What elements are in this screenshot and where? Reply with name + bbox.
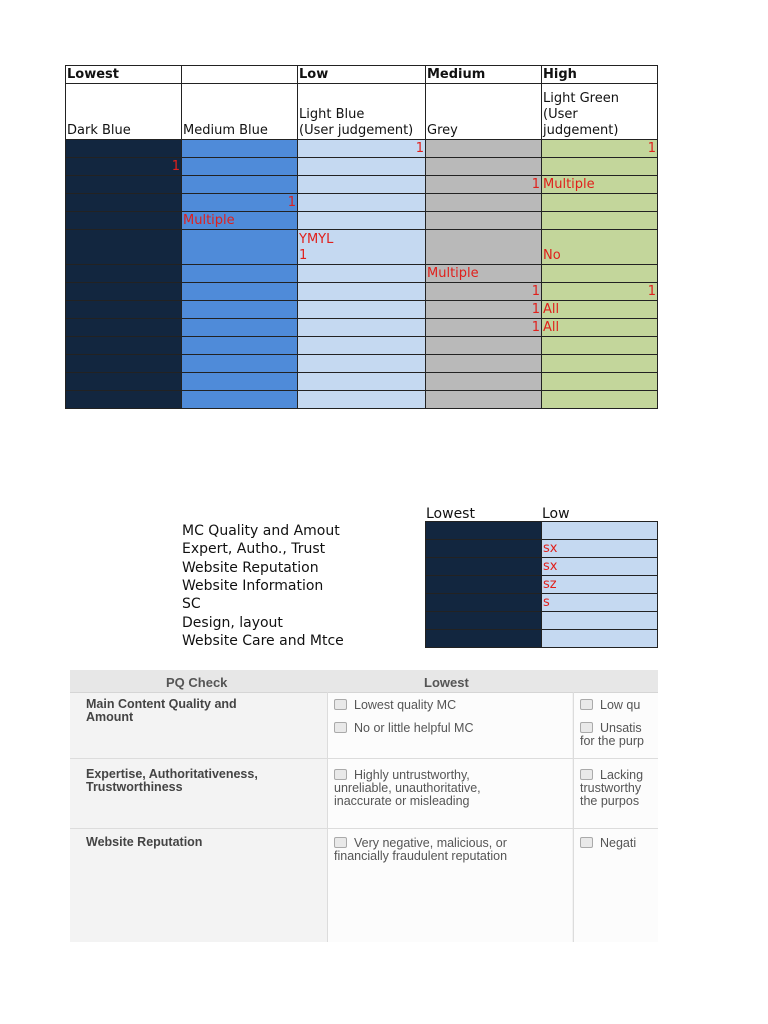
color-cell [298, 391, 426, 409]
color-cell [298, 337, 426, 355]
table-row [66, 337, 658, 355]
color-cell: 1 [542, 283, 658, 301]
color-cell [182, 301, 298, 319]
color-name-cell: Grey [426, 84, 542, 140]
checkbox-icon[interactable] [580, 769, 593, 780]
summary-row [426, 558, 658, 576]
color-cell: Multiple [182, 212, 298, 230]
color-cell: 1 [66, 158, 182, 176]
summary-row [426, 540, 658, 558]
color-cell [542, 265, 658, 283]
header-cell [182, 66, 298, 84]
color-cell [182, 319, 298, 337]
summary-label: Website Information [182, 577, 324, 594]
color-cell [426, 194, 542, 212]
pq-option-text: Lowest quality MC [354, 698, 457, 712]
header-cell: Lowest [66, 66, 182, 84]
table-row [66, 176, 658, 194]
checkbox-icon[interactable] [580, 722, 593, 733]
color-name-cell: Light Blue (User judgement) [298, 84, 426, 140]
color-cell: Multiple [542, 176, 658, 194]
checkbox-icon[interactable] [334, 837, 347, 848]
table-row [66, 194, 658, 212]
table-row [66, 319, 658, 337]
pq-low-option[interactable] [580, 722, 658, 748]
color-cell: 1 [182, 194, 298, 212]
color-cell [182, 373, 298, 391]
summary-lowest-cell [426, 594, 542, 612]
color-cell [426, 230, 542, 265]
summary-row [426, 612, 658, 630]
pq-lowest-option[interactable] [334, 837, 570, 863]
pq-low-option[interactable] [580, 769, 658, 808]
table-row [66, 230, 658, 265]
pq-option-text: Negati [600, 836, 637, 850]
color-cell [182, 265, 298, 283]
pq-option-text: Highly untrustworthy, unreliable, unauthoritative, inaccurate or misleading [334, 768, 481, 808]
pq-option-text: Unsatis for the purp [580, 721, 644, 748]
color-cell [542, 373, 658, 391]
color-cell [66, 355, 182, 373]
color-cell [182, 158, 298, 176]
table-row [66, 212, 658, 230]
table-row [66, 391, 658, 409]
summary-label: Website Care and Mtce [182, 632, 344, 649]
pq-lowest-option[interactable] [334, 769, 570, 808]
color-cell: 1 [426, 319, 542, 337]
pq-row-label: Expertise, Authoritativeness, Trustworthiness [86, 767, 258, 794]
checkbox-icon[interactable] [580, 837, 593, 848]
color-name-cell: Medium Blue [182, 84, 298, 140]
summary-low-cell [542, 630, 658, 648]
color-cell [66, 301, 182, 319]
pq-option-text: Very negative, malicious, or financially fraudulent reputation [334, 836, 508, 863]
color-cell [298, 301, 426, 319]
pq-header-check: PQ Check [166, 675, 228, 690]
color-cell [298, 194, 426, 212]
color-cell: Multiple [426, 265, 542, 283]
color-cell: All [542, 301, 658, 319]
header-cell: Low [298, 66, 426, 84]
color-cell [542, 212, 658, 230]
color-cell [542, 355, 658, 373]
checkbox-icon[interactable] [334, 722, 347, 733]
pq-option-text: No or little helpful MC [354, 721, 474, 735]
summary-label: SC [182, 596, 201, 613]
checkbox-icon[interactable] [334, 769, 347, 780]
color-cell [298, 265, 426, 283]
summary-label: MC Quality and Amout [182, 523, 340, 539]
color-cell [182, 391, 298, 409]
color-cell [426, 355, 542, 373]
summary-low-cell [542, 522, 658, 540]
color-cell [542, 158, 658, 176]
summary-low-cell: sx [542, 540, 658, 558]
pq-row-label: Website Reputation [86, 835, 203, 849]
color-cell: 1 [298, 140, 426, 158]
color-cell: All [542, 319, 658, 337]
color-cell [66, 373, 182, 391]
color-legend-table [65, 65, 658, 409]
table-row [66, 140, 658, 158]
color-cell: 1 [426, 176, 542, 194]
table-row [66, 373, 658, 391]
color-cell [298, 158, 426, 176]
pq-option-text: Low qu [600, 698, 641, 712]
color-cell [426, 158, 542, 176]
color-cell [298, 212, 426, 230]
color-cell [182, 337, 298, 355]
table-row [66, 158, 658, 176]
table-row [66, 283, 658, 301]
summary-lowest-cell [426, 540, 542, 558]
pq-row-label: Main Content Quality and Amount [86, 697, 237, 724]
color-cell [298, 319, 426, 337]
summary-label: Design, layout [182, 614, 283, 631]
summary-header-lowest: Lowest [426, 506, 475, 522]
color-cell [426, 391, 542, 409]
pq-lowest-option[interactable] [334, 699, 570, 712]
color-cell [66, 265, 182, 283]
checkbox-icon[interactable] [334, 699, 347, 710]
summary-low-cell: sz [542, 576, 658, 594]
color-cell [66, 212, 182, 230]
summary-row [426, 594, 658, 612]
summary-lowest-cell [426, 612, 542, 630]
pq-low-option[interactable] [580, 699, 658, 712]
pq-lowest-option[interactable] [334, 722, 570, 735]
color-cell [66, 337, 182, 355]
color-cell [298, 176, 426, 194]
summary-row [426, 576, 658, 594]
pq-check-panel [70, 670, 658, 942]
table-row [66, 301, 658, 319]
summary-table [425, 521, 658, 648]
color-cell [542, 391, 658, 409]
summary-lowest-cell [426, 558, 542, 576]
color-cell [66, 391, 182, 409]
header-cell: High [542, 66, 658, 84]
color-cell: No [542, 230, 658, 265]
color-cell [182, 140, 298, 158]
summary-label: Expert, Autho., Trust [182, 541, 326, 558]
color-cell [542, 337, 658, 355]
table-row [66, 355, 658, 373]
color-cell [182, 283, 298, 301]
color-cell [182, 176, 298, 194]
color-cell [298, 283, 426, 301]
summary-low-cell: s [542, 594, 658, 612]
pq-option-text: Lacking trustworthy the purpos [580, 768, 644, 808]
summary-low-cell: sx [542, 558, 658, 576]
color-cell: YMYL 1 [298, 230, 426, 265]
header-cell: Medium [426, 66, 542, 84]
color-cell: 1 [426, 301, 542, 319]
color-cell [66, 230, 182, 265]
color-cell [66, 140, 182, 158]
summary-lowest-cell [426, 630, 542, 648]
checkbox-icon[interactable] [580, 699, 593, 710]
color-cell [182, 230, 298, 265]
color-cell [66, 283, 182, 301]
summary-header-low: Low [542, 506, 570, 522]
summary-lowest-cell [426, 576, 542, 594]
color-cell: 1 [542, 140, 658, 158]
pq-low-option[interactable] [580, 837, 658, 850]
color-cell [298, 373, 426, 391]
summary-label: Website Reputation [182, 559, 319, 576]
summary-row [426, 630, 658, 648]
color-cell [426, 212, 542, 230]
color-cell [298, 355, 426, 373]
color-cell [66, 194, 182, 212]
summary-low-cell [542, 612, 658, 630]
color-cell [182, 355, 298, 373]
summary-row [426, 522, 658, 540]
color-cell [426, 373, 542, 391]
color-cell [66, 176, 182, 194]
color-cell [542, 194, 658, 212]
color-name-cell: Dark Blue [66, 84, 182, 140]
color-cell [426, 337, 542, 355]
pq-header-row [70, 670, 658, 693]
color-cell: 1 [426, 283, 542, 301]
color-cell [66, 319, 182, 337]
color-name-cell: Light Green (User judgement) [542, 84, 658, 140]
color-cell [426, 140, 542, 158]
summary-lowest-cell [426, 522, 542, 540]
pq-header-lowest: Lowest [424, 675, 469, 690]
table-row [66, 265, 658, 283]
